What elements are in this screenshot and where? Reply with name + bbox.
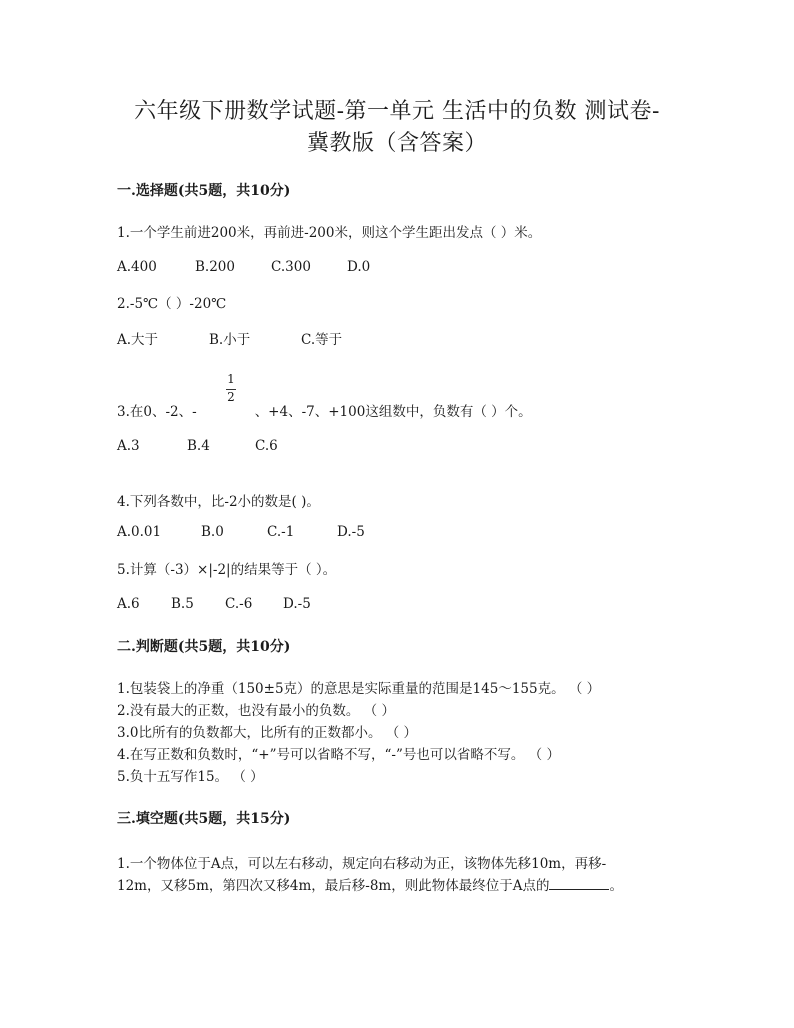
question-judge-1: 1.包装袋上的净重（150±5克）的意思是实际重量的范围是145～155克。 （ ） [117,681,601,697]
option-d: D.-5 [337,524,365,540]
question-fill-1-line-1: 1.一个物体位于A点，可以左右移动，规定向右移动为正，该物体先移10m，再移- [117,856,607,872]
option-c: C.-1 [267,524,295,540]
option-b: B.200 [195,259,235,275]
question-choice-2: 2.-5℃（ ）-20℃ [117,296,227,312]
option-a: A.400 [117,259,157,275]
question-judge-5: 5.负十五写作15。 （ ） [117,769,264,785]
option-c: C.-6 [225,596,253,612]
question-judge-4: 4.在写正数和负数时，“+”号可以省略不写，“-”号也可以省略不写。 （ ） [117,747,560,763]
options-choice-3 [117,438,278,454]
section-heading-choice: 一.选择题(共5题，共10分) [117,183,291,199]
options-choice-1 [117,259,370,275]
section-heading-fill: 三.填空题(共5题，共15分) [117,811,291,827]
option-d: D.-5 [283,596,311,612]
option-d: D.0 [347,259,371,275]
option-a: A.大于 [117,332,159,348]
option-a: A.3 [117,438,140,454]
section-heading-judge: 二.判断题(共5题，共10分) [117,639,291,655]
options-choice-2 [117,328,342,348]
option-c: C.等于 [301,332,343,348]
question-text-pre: 3.在0、-2、- [117,404,197,420]
fill-text-pre: 12m，又移5m，第四次又移4m，最后移-8m，则此物体最终位于A点的 [117,878,550,894]
question-choice-3 [117,400,532,420]
option-c: C.300 [271,259,311,275]
question-choice-5: 5.计算（-3）×|-2|的结果等于（ ）。 [117,562,337,578]
question-judge-2: 2.没有最大的正数，也没有最小的负数。 （ ） [117,703,395,719]
question-choice-4: 4.下列各数中，比-2小的数是( )。 [117,494,320,510]
option-b: B.小于 [209,332,251,348]
option-a: A.6 [117,596,140,612]
option-b: B.5 [171,596,194,612]
fraction-denominator: 2 [227,390,235,404]
options-choice-4 [117,524,365,540]
option-a: A.0.01 [117,524,162,540]
fill-text-post: 。 [609,878,623,894]
question-text-post: 、+4、-7、+100这组数中，负数有（ ）个。 [254,404,532,420]
question-fill-1-line-2 [117,874,623,894]
page-title-line-1: 六年级下册数学试题-第一单元 生活中的负数 测试卷- [134,99,660,124]
question-choice-1: 1.一个学生前进200米，再前进-200米，则这个学生距出发点（ ）米。 [117,225,542,241]
fraction-numerator: 1 [227,372,235,386]
option-b: B.0 [201,524,224,540]
question-judge-3: 3.0比所有的负数都大，比所有的正数都小。 （ ） [117,725,418,741]
option-c: C.6 [255,438,278,454]
answer-blank[interactable] [549,875,609,890]
page-title-line-2: 冀教版（含答案） [306,131,487,156]
options-choice-5 [117,596,311,612]
option-b: B.4 [187,438,210,454]
